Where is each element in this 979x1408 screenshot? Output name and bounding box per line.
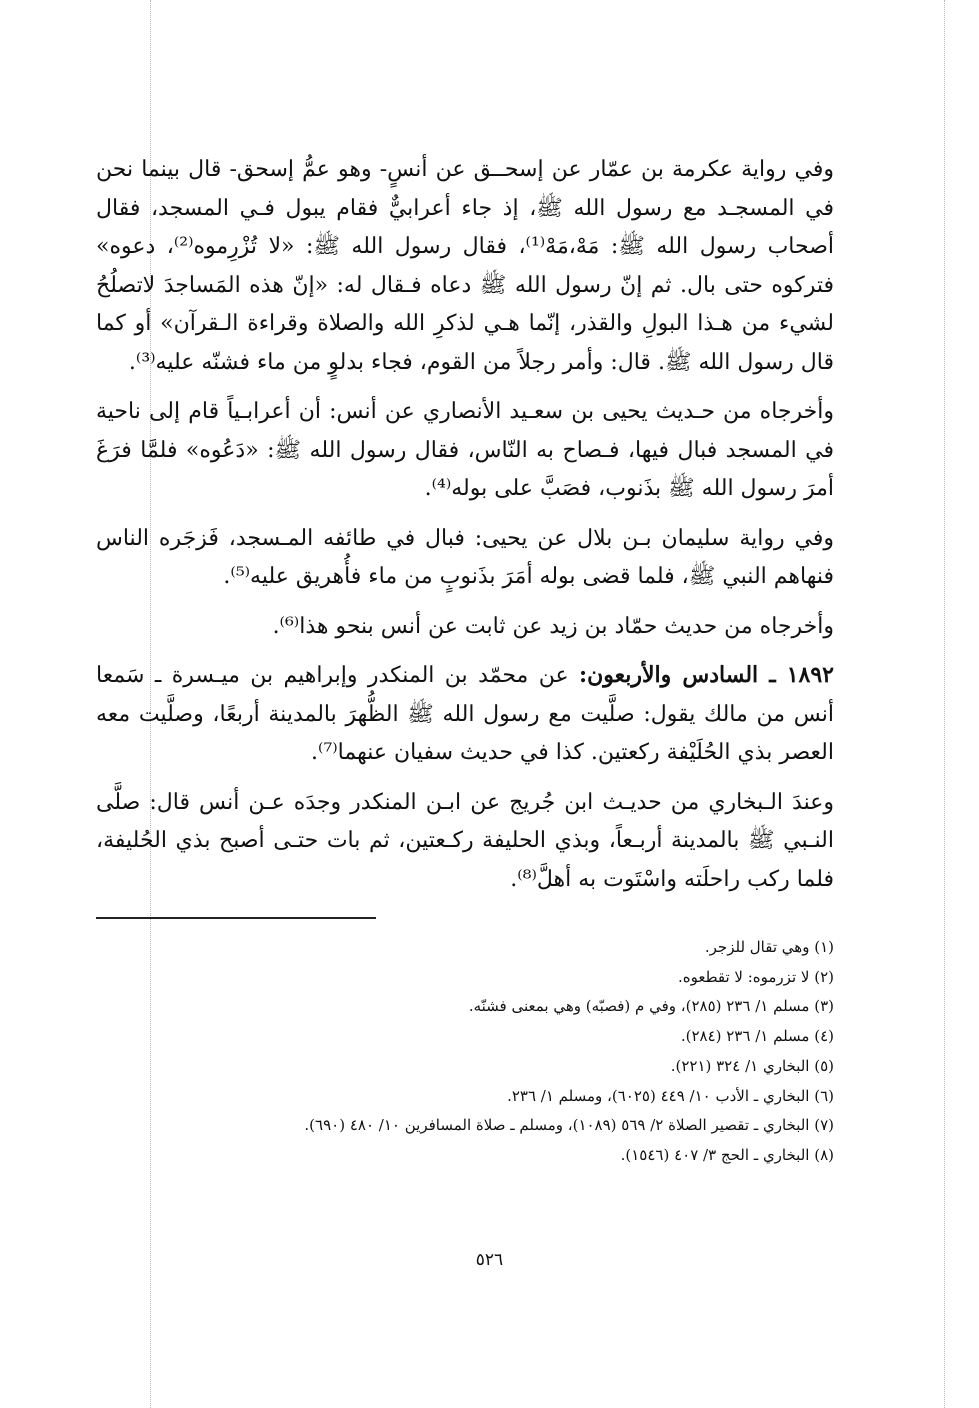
footnote-item: (٨) البخاري ـ الحج ٣/ ٤٠٧ (١٥٤٦). [620,1145,834,1164]
footnote-item: (٢) لا تزرموه: لا تقطعوه. [677,967,834,986]
footnote-item: (٧) البخاري ـ تقصير الصلاة ٢/ ٥٦٩ (١٠٨٩)، ومسلم ـ صلاة المسافرين ١٠/ ٤٨٠ (٦٩٠). [304,1116,834,1135]
paragraph-text: وفي رواية سليمان بـن بلال عن يحيى: فبال في طائفه المـسجد، فَزجَره الناس فنهاهم النبي ﷺ، فلما قضى بوله أمَرَ بذَنوبٍ من ماء فأُهريق عليه⁽⁵⁾. [96,525,834,589]
footnote-item: (١) وهي تقال للزجر. [704,938,834,956]
paragraph-sulayman [96,519,834,597]
footnote-item: (٤) مسلم ١/ ٢٣٦ (٢٨٤). [680,1027,834,1046]
margin-guide-right [944,0,945,1408]
footnotes [96,933,834,1171]
paragraph-text: وأخرجاه من حديث حمّاد بن زيد عن ثابت عن أنس بنحو هذا⁽⁶⁾. [272,613,834,639]
paragraph-text: وفي رواية عكرمة بن عمّار عن إسحــق عن أنسٍ- وهو عمُّ إسحق- قال بينما نحن في المسجـد مع رسول الله ﷺ، إذ جاء أعرابيٌّ فقام يبول فـي المسجد، فقال أصحاب رسول الله ﷺ: مَهْ،مَهْ⁽¹⁾، فقال رسول الله ﷺ: «لا تُزْرِموه⁽²⁾، دعوه» فتركوه حتى بال. ثم إنّ رسول الله ﷺ دعاه فـقال له: «إنّ هذه المَساجدَ لاتصلُحُ لشيء من هـذا البولِ والقذر، إنّما هـي لذكرِ الله والصلاة وقراءة الـقرآن» أو كما قال رسول الله ﷺ. قال: وأمر رجلاً من القوم، فجاء بدلوٍ من ماء فشنّه عليه⁽³⁾. [96,157,834,375]
paragraph-text: وأخرجاه من حـديث يحيى بن سعـيد الأنصاري عن أنس: أن أعرابـياً قام إلى ناحية في المسجد فبال فيها، فـصاح به النّاس، فقال رسول الله ﷺ: «دَعُوه» فلمَّا فرَغَ أمرَ رسول الله ﷺ بذَنوب، فصَبَّ على بوله⁽⁴⁾. [96,399,835,501]
footnote-separator [96,917,376,919]
footnote-item: (٥) البخاري ١/ ٣٢٤ (٢٢١). [670,1056,834,1075]
paragraph-text: وعندَ الـبخاري من حديـث ابن جُريج عن ابـن المنكدر وجدَه عـن أنس قال: صلَّى النـبي ﷺ بالمدينة أربـعاً، وبذي الحليفة ركـعتين، ثم بات حتـى أصبح بذي الحُليفة، فلما ركب راحلَته واسْتَوت به أهلَّ⁽⁸⁾. [96,789,834,892]
paragraph-ikrima [96,150,834,382]
page-body [96,150,834,1171]
paragraph-bukhari [96,783,834,900]
paragraph-hammad [96,607,834,647]
paragraph-yahya [96,392,834,509]
footnote-item: (٣) مسلم ١/ ٢٣٦ (٢٨٥)، وفي م (فصبّه) وهي بمعنى فشنّه. [468,997,834,1016]
paragraph-text: عن محمّد بن المنكدر وإبراهيم بن ميـسرة ـ سَمعا أنس من مالك يقول: صلَّيت مع رسول الله ﷺ الظُّهرَ بالمدينة أربعًا، وصلَّيت معه العصر بذي الحُلَيْفة ركعتين. كذا في حديث سفيان عنهما⁽⁷⁾. [96,663,834,765]
page-number: ٥٢٦ [475,1250,504,1270]
footnote-item: (٦) البخاري ـ الأدب ١٠/ ٤٤٩ (٦٠٢٥)، ومسلم ١/ ٢٣٦. [507,1086,834,1105]
paragraph-hadith-1892 [96,656,834,773]
paragraph-heading: ١٨٩٢ ـ السادس والأربعون: [579,662,834,688]
